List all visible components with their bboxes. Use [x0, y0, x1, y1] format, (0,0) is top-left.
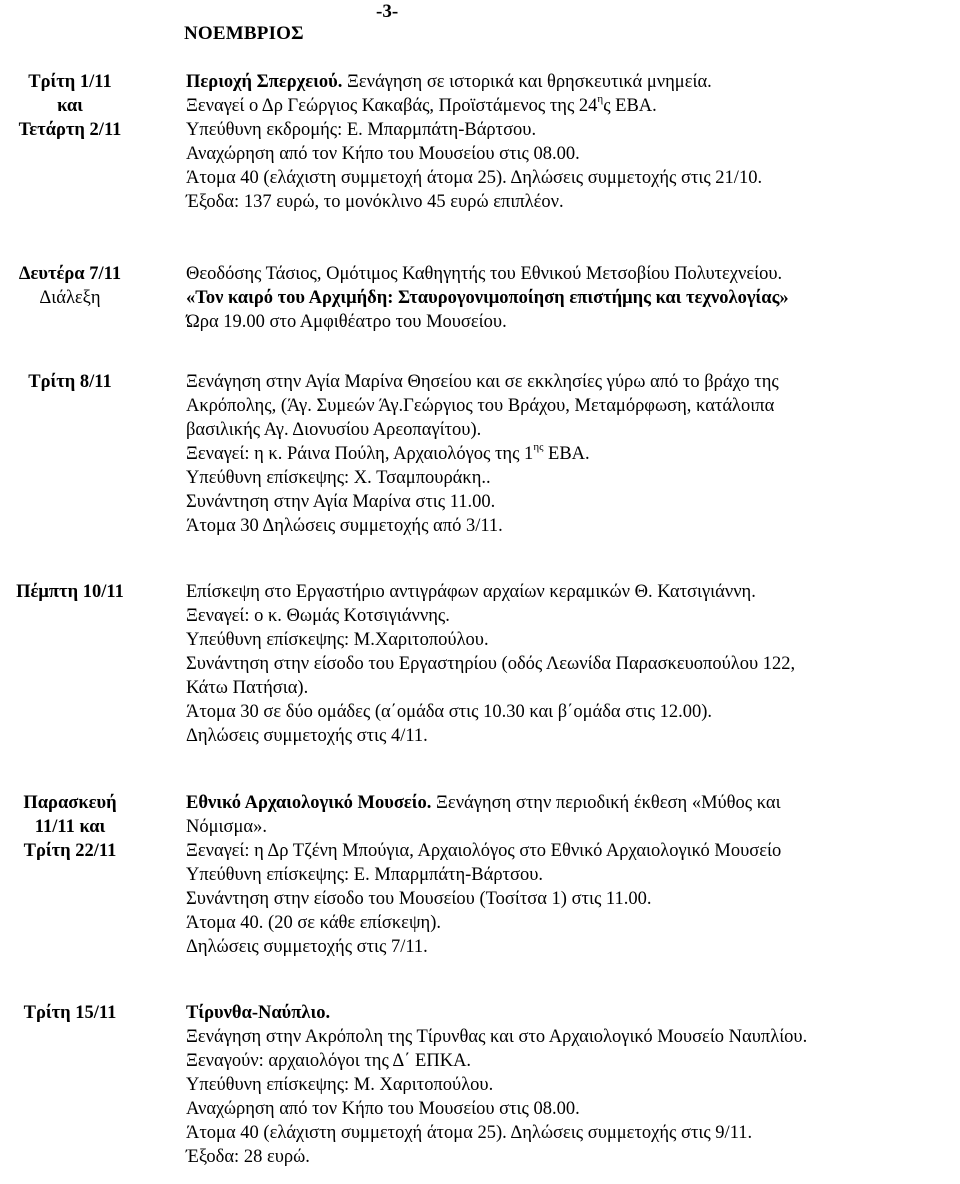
- description-line: Ξενάγηση στην Αγία Μαρίνα Θησείου και σε εκκλησίες γύρω από το βράχο της: [186, 372, 779, 392]
- place-name: Εθνικό Αρχαιολογικό Μουσείο.: [186, 793, 432, 813]
- description-line: Άτομα 40 (ελάχιστη συμμετοχή άτομα 25). Δηλώσεις συμμετοχής στις 21/10.: [186, 168, 763, 188]
- date-line: Τρίτη 22/11: [23, 841, 117, 861]
- date-line: και: [57, 96, 83, 116]
- description-line: Έξοδα: 28 ευρώ.: [186, 1147, 310, 1167]
- description-line: βασιλικής Αγ. Διονυσίου Αρεοπαγίτου).: [186, 420, 482, 440]
- description-line: Περιοχή Σπερχειού. Ξενάγηση σε ιστορικά και θρησκευτικά μνημεία.: [186, 72, 712, 92]
- date-line: Διάλεξη: [39, 288, 101, 308]
- entry-date: [0, 262, 140, 310]
- description-line: Κάτω Πατήσια).: [186, 678, 309, 698]
- description-line: Ακρόπολης, (Άγ. Συμεών Άγ.Γεώργιος του Βράχου, Μεταμόρφωση, κατάλοιπα: [186, 396, 775, 416]
- description-line: Νόμισμα».: [186, 817, 267, 837]
- description-line: Ξεναγεί: η Δρ Τζένη Μπούγια, Αρχαιολόγος στο Εθνικό Αρχαιολογικό Μουσείο: [186, 841, 782, 861]
- description-line: Υπεύθυνη εκδρομής: Ε. Μπαρμπάτη-Βάρτσου.: [186, 120, 537, 140]
- description-line: Ξεναγεί ο Δρ Γεώργιος Κακαβάς, Προϊστάμενος της $24^\eta\varsigma$ ΕΒΑ.: [186, 92, 657, 116]
- description-line: Εθνικό Αρχαιολογικό Μουσείο. Ξενάγηση στην περιοδική έκθεση «Μύθος και: [186, 793, 781, 813]
- description-line: Υπεύθυνη επίσκεψης: Χ. Τσαμπουράκη..: [186, 468, 491, 488]
- description-line: Συνάντηση στην Αγία Μαρίνα στις 11.00.: [186, 492, 496, 512]
- entry-description: [186, 262, 960, 334]
- entry-description: [186, 1001, 960, 1169]
- date-line: Τρίτη 8/11: [28, 372, 112, 392]
- entry-description: [186, 580, 960, 748]
- description-line: Ώρα 19.00 στο Αμφιθέατρο του Μουσείου.: [186, 312, 507, 332]
- entry-date: [0, 1001, 140, 1025]
- entry-description: [186, 791, 960, 959]
- description-line: Έξοδα: 137 ευρώ, το μονόκλινο 45 ευρώ επιπλέον.: [186, 192, 564, 212]
- place-name: Τίρυνθα-Ναύπλιο.: [186, 1003, 331, 1023]
- description-line: Ξενάγηση στην Ακρόπολη της Τίρυνθας και στο Αρχαιολογικό Μουσείο Ναυπλίου.: [186, 1027, 808, 1047]
- month-heading: ΝΟΕΜΒΡΙΟΣ: [184, 23, 304, 44]
- date-line: Παρασκευή: [23, 793, 117, 813]
- description-line: Συνάντηση στην είσοδο του Εργαστηρίου (οδός Λεωνίδα Παρασκευοπούλου 122,: [186, 654, 796, 674]
- date-line: Δευτέρα 7/11: [18, 264, 122, 284]
- description-line: Άτομα 40. (20 σε κάθε επίσκεψη).: [186, 913, 441, 933]
- description-line: Άτομα 30 Δηλώσεις συμμετοχής από 3/11.: [186, 516, 503, 536]
- description-line: Θεοδόσης Τάσιος, Ομότιμος Καθηγητής του Εθνικού Μετσοβίου Πολυτεχνείου.: [186, 264, 783, 284]
- date-line: Πέμπτη 10/11: [16, 582, 124, 602]
- description-line: Ξεναγούν: αρχαιολόγοι της Δ΄ ΕΠΚΑ.: [186, 1051, 472, 1071]
- entry-date: [0, 791, 140, 863]
- description-line: Δηλώσεις συμμετοχής στις 4/11.: [186, 726, 428, 746]
- page-number: -3-: [376, 1, 399, 22]
- entry-date: [0, 370, 140, 394]
- description-line: Συνάντηση στην είσοδο του Μουσείου (Τοσίτσα 1) στις 11.00.: [186, 889, 652, 909]
- entry-date: [0, 580, 140, 604]
- lecture-title: «Τον καιρό του Αρχιμήδη: Σταυρογονιμοποίηση επιστήμης και τεχνολογίας»: [186, 288, 789, 308]
- description-line: Άτομα 30 σε δύο ομάδες (α΄ομάδα στις 10.30 και β΄ομάδα στις 12.00).: [186, 702, 712, 722]
- entry-description: [186, 370, 960, 538]
- date-line: Τρίτη 15/11: [23, 1003, 117, 1023]
- description-line: Άτομα 40 (ελάχιστη συμμετοχή άτομα 25). Δηλώσεις συμμετοχής στις 9/11.: [186, 1123, 753, 1143]
- description-line: Υπεύθυνη επίσκεψης: Ε. Μπαρμπάτη-Βάρτσου.: [186, 865, 544, 885]
- description-line: Αναχώρηση από τον Κήπο του Μουσείου στις 08.00.: [186, 144, 580, 164]
- description-line: Δηλώσεις συμμετοχής στις 7/11.: [186, 937, 428, 957]
- description-line: Ξεναγεί: ο κ. Θωμάς Κοτσιγιάννης.: [186, 606, 450, 626]
- description-line: Υπεύθυνη επίσκεψης: Μ.Χαριτοπούλου.: [186, 630, 489, 650]
- description-line: Υπεύθυνη επίσκεψης: Μ. Χαριτοπούλου.: [186, 1075, 494, 1095]
- description-line: Ξεναγεί: η κ. Ράινα Πούλη, Αρχαιολόγος της $1^{\eta\varsigma}$ ΕΒΑ.: [186, 440, 590, 464]
- entry-description: [186, 70, 960, 214]
- date-line: 11/11 και: [34, 817, 106, 837]
- entry-date: [0, 70, 140, 142]
- date-line: Τρίτη 1/11: [28, 72, 112, 92]
- place-name: Περιοχή Σπερχειού.: [186, 72, 343, 92]
- description-line: Αναχώρηση από τον Κήπο του Μουσείου στις 08.00.: [186, 1099, 580, 1119]
- date-line: Τετάρτη 2/11: [18, 120, 122, 140]
- description-line: Επίσκεψη στο Εργαστήριο αντιγράφων αρχαίων κεραμικών Θ. Κατσιγιάννη.: [186, 582, 756, 602]
